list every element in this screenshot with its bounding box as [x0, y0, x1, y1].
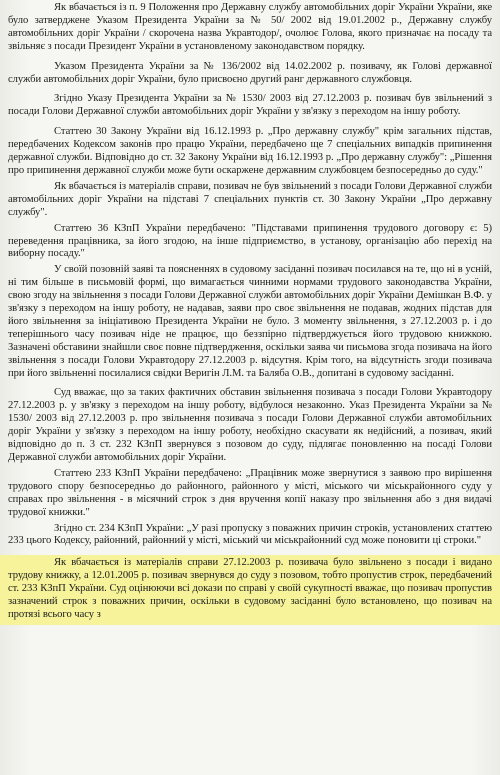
paragraph-5: Як вбачається із матеріалів справи, позивач не був звільнений з посади Голови Державної служби автомобільних доріг України на підставі 7 спеціальних пунктів ст. 30 Закону України „Про державну службу". [8, 180, 492, 218]
paragraph-9: Статтею 233 КЗпП України передбачено: „Працівник може звернутися з заявою про вирішення трудового спору безпосередньо до районного, районного у місті, міського чи міськрайонного суду у справах про звільнення - в місячний строк з дня вручення копії наказу про звільнення або з дня видачі трудової книжки." [8, 467, 492, 518]
paragraph-8: Суд вважає, що за таких фактичних обставин звільнення позивача з посади Голови Укравтодору 27.12.2003 р. у зв'язку з переходом на іншу роботу, відбулося незаконно. Указ Президента України за № 1530/ 2003 від 27.12.2003 р. про звільнення позивача з посади Голови Державної служби автомобільних доріг України у зв'язку з переходом на іншу роботу, необхідно скасувати як недійсний, а позивач, який відповідно до п. 3 ст. 232 КЗпП звернувся з позовом до суду, підлягає поновленню на посаді Голови Державної служби автомобільних доріг України. [8, 387, 492, 463]
paragraph-10: Згідно ст. 234 КЗпП України: „У разі пропуску з поважних причин строків, установлених статтею 233 цього Кодексу, районний, районний у місті, міський чи міськрайонний суд може поновити ці строки." [8, 522, 492, 547]
paragraph-7: У своїй позовній заяві та поясненнях в судовому засіданні позивач посилався на те, що ні в усній, ні тим більше в письмовій формі, що вимагається чинними нормами трудового законодавства України, свою згоду на звільнення з посади Голови Державної служби автомобільних доріг України Демішкан В.Ф. у зв'язку з переходом на іншу роботу, не надавав, заяви про своє звільнення не подавав, жодних підстав для його звільнення за ініціативою Президента України не було. З моменту звільнення, з 27.12.2003 р. і до теперішнього часу позивач ніде не працює, що беззпірно підтверджується його трудовою книжкою. Зазначені обставини знайшли своє повне підтвердження, оскільки заява чи письмова згода позивача на його звільнення з посади Голови Укравтодору 27.12.2003 р. відсутня. Крім того, на відсутність згоди позивача при його звільненні посилалися свідки Веригін Л.М. та Баляба О.В., допитані в судовому засіданні. [8, 264, 492, 379]
paragraph-3: Згідно Указу Президента України за № 1530/ 2003 від 27.12.2003 р. позивач був звільнений з посади Голови Державної служби автомобільних доріг України у зв'язку з переходом на іншу роботу. [8, 93, 492, 118]
paragraph-1: Як вбачається із п. 9 Положення про Державну службу автомобільних доріг України України, яке було затверджене Указом Президента України за № 50/ 2002 від 19.01.2002 р., Державну службу автомобільних доріг України / скорочена назва Укравтодор/, очолює Голова, якого призначає на посаду та звільняє з посади Президент України в установленому законодавством порядку. [8, 2, 492, 52]
paragraph-2: Указом Президента України за № 136/2002 від 14.02.2002 р. позивачу, як Голові державної служби автомобільних доріг України, було присвоєно другий ранг державного службовця. [8, 60, 492, 85]
paragraph-6: Статтею 36 КЗпП України передбачено: "Підставами припинення трудового договору є: 5) переведення працівника, за його згодою, на інше підприємство, в установу, організацію або перехід на виборну посаду." [8, 222, 492, 260]
paragraph-4: Статтею 30 Закону України від 16.12.1993 р. „Про державну службу" крім загальних підстав, передбачених Кодексом законів про працю України, передбачено ще 7 спеціальних випадків припинення державної служби. Відповідно до ст. 32 Закону України від 16.12.1993 р. „Про державну службу": „Рішення про припинення державної служби може бути оскаржене державним службовцем безпосередньо до суду." [8, 126, 492, 176]
highlighted-paragraph: Як вбачається із матеріалів справи 27.12.2003 р. позивача було звільнено з посади і видано трудову книжку, а 12.01.2005 р. позивач звернувся до суду з позовом, тобто пропустив строк, передбачений ст. 233 КЗпП України. Суд оцінюючи всі докази по справі у своїй сукупності вважає, що позивач пропустив зазначений строк з поважних причин, оскільки в судовому засіданні було встановлено, що позивач на протязі всього часу з [0, 555, 500, 625]
